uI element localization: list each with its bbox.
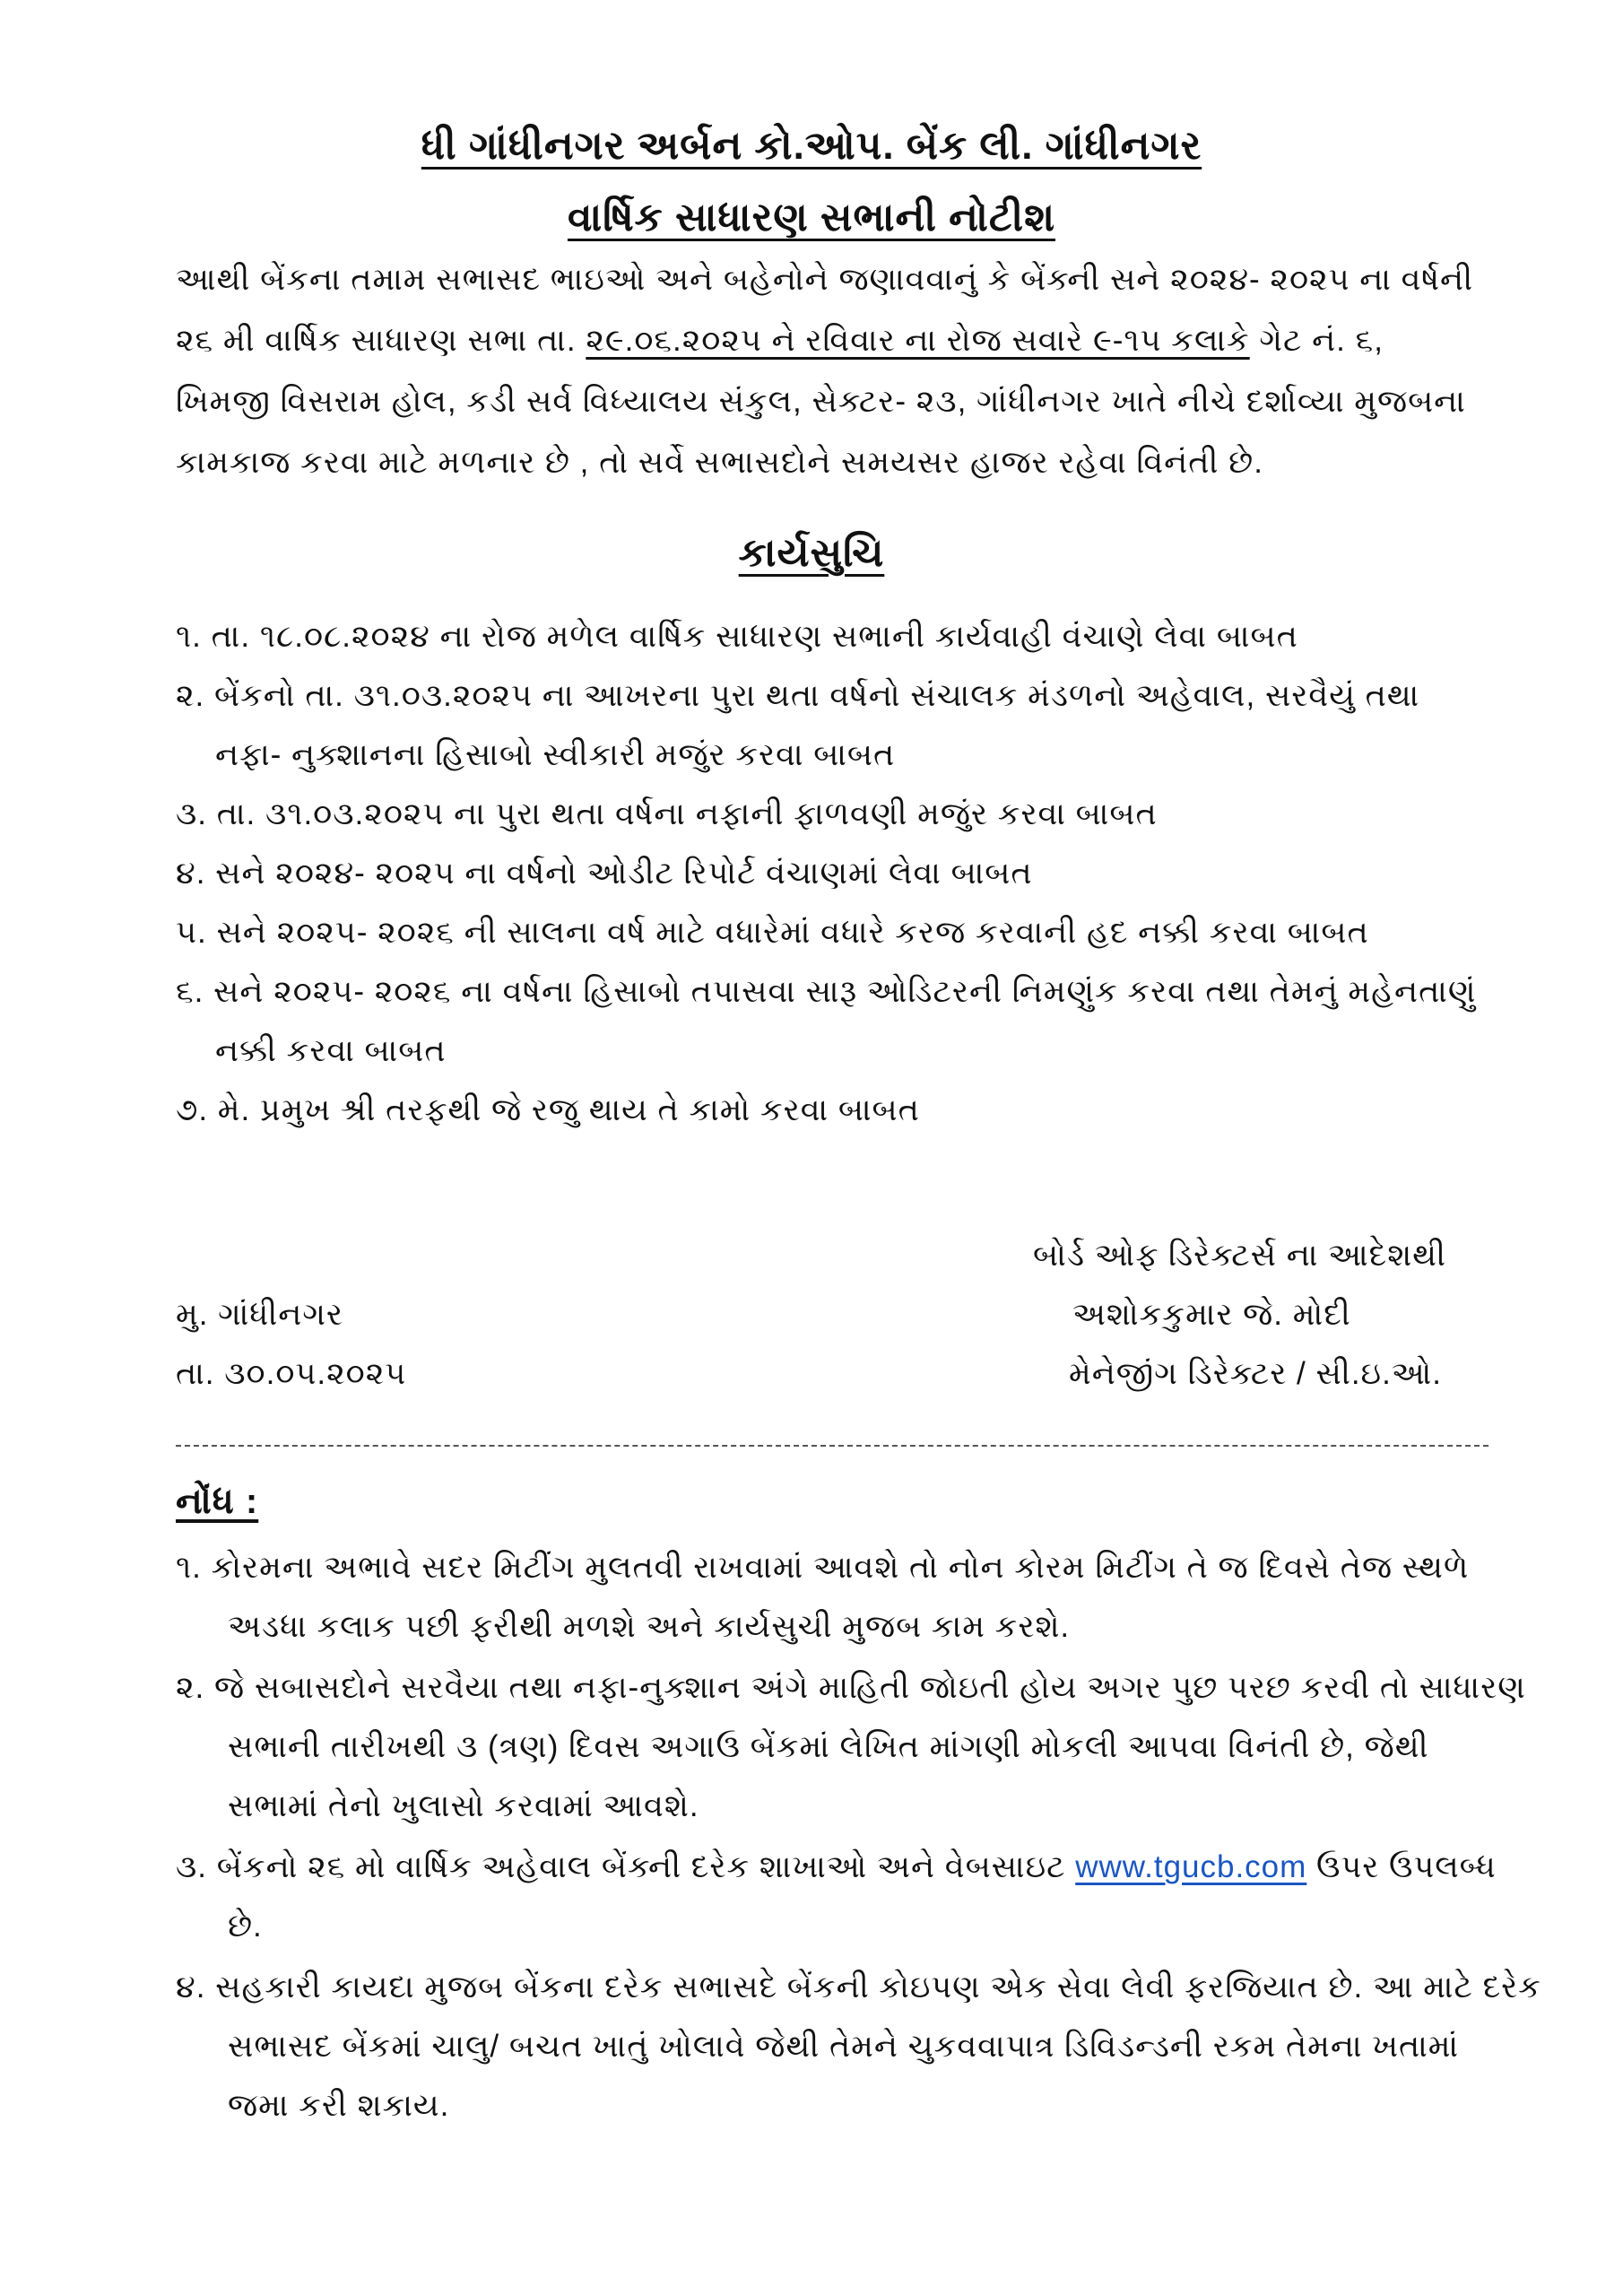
agenda-item-5: ૫. સને ૨૦૨૫- ૨૦૨૬ ની સાલના વર્ષ માટે વધારેમાં વધારે કરજ કરવાની હદ નક્કી કરવા બાબત — [176, 915, 1369, 950]
intro-line-1: આથી બેંકના તમામ સભાસદ ભાઇઓ અને બહેનોને જણાવવાનું કે બેંક્ની સને ૨૦૨૪- ૨૦૨૫ ના વર્ષની — [176, 262, 1474, 297]
agenda-item-6: ૬. સને ૨૦૨૫- ૨૦૨૬ ના વર્ષના હિસાબો તપાસવા સારૂ ઓડિટરની નિમણુંક કરવા તથા તેમનું મહેનતાણું — [176, 974, 1477, 1009]
note-4-cont-1: સભાસદ બેંકમાં ચાલુ/ બચત ખાતું ખોલાવે જેથી તેમને ચુકવવાપાત્ર ડિવિડન્ડની રકમ તેમના ખતામાં — [228, 2029, 1460, 2064]
meeting-date-time: ૨૯.૦૬.૨૦૨૫ ને રવિવાર ના રોજ સવારે ૯-૧૫ કલાકે — [586, 323, 1250, 358]
note-3 — [176, 1849, 1497, 1885]
agenda-item-3: ૩. તા. ૩૧.૦૩.૨૦૨૫ ના પુરા થતા વર્ષના નફાની ફાળવણી મજુંર કરવા બાબત — [176, 796, 1158, 831]
intro-line-2-post: ગેટ નં. ૬, — [1249, 323, 1384, 358]
notes-heading — [176, 1482, 258, 1522]
note-4: ૪. સહકારી કાયદા મુજબ બેંકના દરેક સભાસદે બેંકની કોઇપણ એક સેવા લેવી ફરજિયાત છે. આ માટે દરેક — [176, 1970, 1541, 2005]
note-3-pre: ૩. બેંકનો ૨૬ મો વાર્ષિક અહેવાલ બેંક્ની દરેક શાખાઓ અને વેબસાઇટ — [176, 1849, 1076, 1884]
agenda-item-1: ૧. તા. ૧૮.૦૮.૨૦૨૪ ના રોજ મળેલ વાર્ષિક સાધારણ સભાની કાર્યવાહી વંચાણે લેવા બાબત — [176, 619, 1298, 654]
note-2-cont-1: સભાની તારીખથી ૩ (ત્રણ) દિવસ અગાઉ બેંકમાં લેખિત માંગણી મોકલી આપવા વિનંતી છે, જેથી — [228, 1729, 1429, 1764]
note-3-post: ઉપર ઉપલબ્ધ — [1306, 1849, 1497, 1884]
agenda-item-6-cont: નક્કી કરવા બાબત — [215, 1033, 447, 1068]
notice-title: વાર્ષિક સાધારણ સભાની નોટીશ — [567, 196, 1056, 239]
agenda-item-4: ૪. સને ૨૦૨૪- ૨૦૨૫ ના વર્ષનો ઓડીટ રિપોર્ટ વંચાણમાં લેવા બાબત — [176, 856, 1033, 891]
agenda-item-7: ૭. મે. પ્રમુખ શ્રી તરફથી જે રજુ થાય તે કામો કરવા બાબત — [176, 1092, 920, 1127]
agenda-item-2: ૨. બેંકનો તા. ૩૧.૦૩.૨૦૨૫ ના આખરના પુરા થતા વર્ષનો સંચાલક મંડળનો અહેવાલ, સરવૈયું તથા — [176, 678, 1420, 713]
by-order-line: બોર્ડ ઓફ ડિરેક્ટર્સ ના આદેશથી — [1033, 1238, 1447, 1273]
agenda-heading: કાર્યસુચિ — [738, 531, 885, 575]
agenda-item-2-cont: નફા- નુક્શાનના હિસાબો સ્વીકારી મજુંર કરવા બાબત — [215, 737, 896, 772]
notice-date: તા. ૩૦.૦૫.૨૦૨૫ — [176, 1356, 407, 1391]
note-3-cont: છે. — [228, 1909, 263, 1944]
notice-title-heading — [0, 196, 1623, 240]
signatory-name: અશોકકુમાર જે. મોદી — [1072, 1297, 1351, 1332]
note-2: ૨. જે સબાસદોને સરવૈયા તથા નફા-નુક્શાન અંગે માહિતી જોઇતી હોય અગર પુછ પરછ કરવી તો સાધારણ — [176, 1670, 1526, 1705]
note-2-cont-2: સભામાં તેનો ખુલાસો કરવામાં આવશે. — [228, 1788, 699, 1823]
bank-name-heading — [0, 124, 1623, 169]
intro-line-4: કામકાજ કરવા માટે મળનાર છે , તો સર્વે સભાસદોને સમયસર હાજર રહેવા વિનંતી છે. — [176, 445, 1263, 480]
agenda-heading-row — [0, 531, 1623, 576]
intro-line-2-pre: ૨૬ મી વાર્ષિક સાધારણ સભા તા. — [176, 323, 586, 358]
note-1: ૧. કોરમના અભાવે સદર મિટીંગ મુલતવી રાખવામાં આવશે તો નોન કોરમ મિટીંગ તે જ દિવસે તેજ સ્થળે — [176, 1550, 1470, 1585]
note-1-cont: અડધા કલાક પછી ફરીથી મળશે અને કાર્યસુચી મુજબ કામ કરશે. — [228, 1609, 1071, 1644]
notes-heading-text: નોંધ : — [176, 1482, 259, 1521]
signatory-designation: મેનેજીંગ ડિરેક્ટર / સી.ઇ.ઓ. — [1069, 1356, 1443, 1391]
section-divider — [176, 1445, 1488, 1447]
place-line: મુ. ગાંધીનગર — [176, 1297, 344, 1332]
note-4-cont-2: જમા કરી શકાય. — [228, 2088, 450, 2123]
website-link[interactable]: www.tgucb.com — [1075, 1849, 1307, 1884]
intro-line-2 — [176, 323, 1384, 359]
bank-name: ધી ગાંધીનગર અર્બન કો.ઓપ. બેંક લી. ગાંધીનગર — [421, 124, 1202, 168]
intro-line-3: ખિમજી વિસરામ હોલ, કડી સર્વ વિધ્યાલય સંકુલ, સેક્ટર- ૨૩, ગાંધીનગર ખાતે નીચે દર્શાવ્યા મુજબના — [176, 384, 1466, 419]
